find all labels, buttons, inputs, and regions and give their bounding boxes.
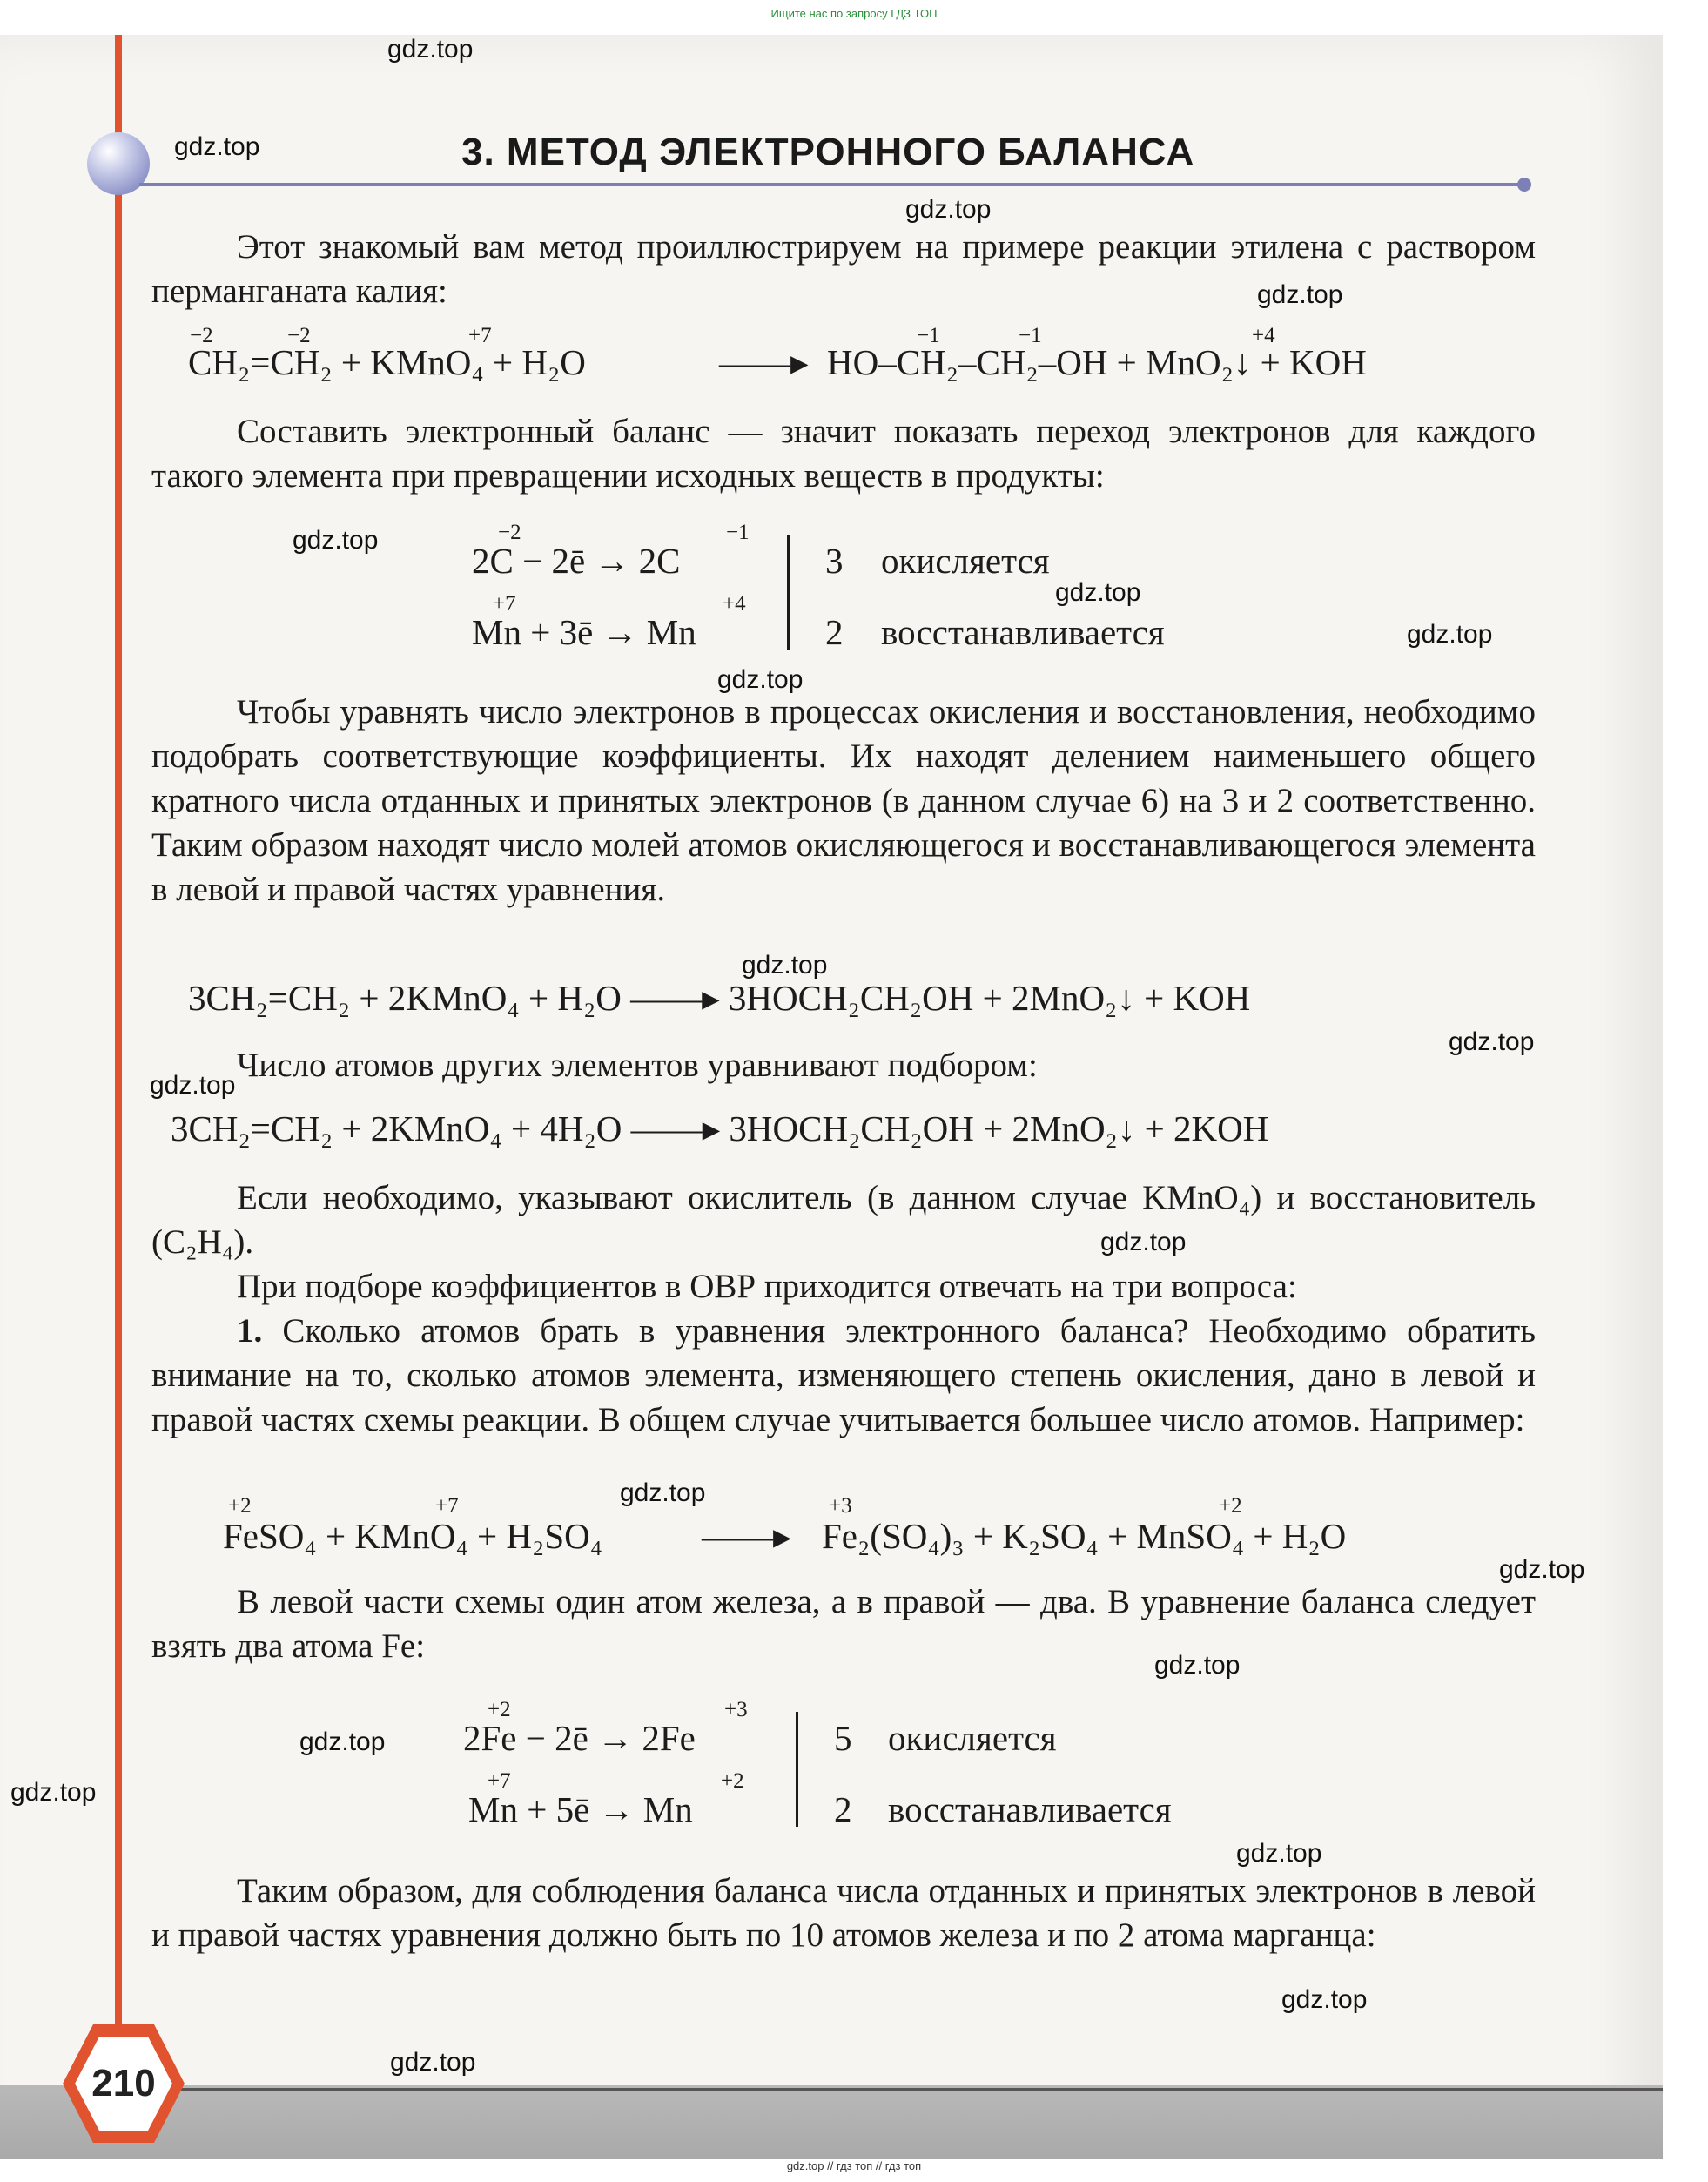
equation-3: 3CH₂=CH₂ + 2KMnO₄ + 4H₂O ——▸ 3HOCH₂CH₂OH + 2MnO₂↓ + 2KOH <box>171 1108 1269 1148</box>
ox-state: +2 <box>721 1769 744 1793</box>
watermark: gdz.top <box>1499 1555 1585 1584</box>
ox-state: −1 <box>726 521 750 544</box>
watermark: gdz.top <box>390 2048 476 2077</box>
ox-state: +2 <box>228 1494 252 1518</box>
balance-1-reduction: Mn + 3ē → Mn <box>472 612 696 652</box>
balance-1-divider <box>787 535 790 650</box>
section-title: 3. МЕТОД ЭЛЕКТРОННОГО БАЛАНСА <box>461 131 1195 173</box>
paragraph-coefficients: Чтобы уравнять число электронов в процессах окисления и восстановления, необходимо подобрать соответствующие коэффициенты. Их находят делением наименьшего общего кратного числа отданных и принятых электронов (в данном случае 6) на 3 и 2 соответственно. Таким образом находят число молей атомов окисляющегося и восстанавливающегося элемента в левой и правой частях уравнения. <box>151 693 1536 908</box>
watermark: gdz.top <box>1407 620 1493 649</box>
watermark: gdz.top <box>742 951 828 980</box>
paragraph-question-1 <box>151 1309 1536 1442</box>
watermark: gdz.top <box>10 1778 97 1807</box>
ox-state: +3 <box>724 1698 748 1721</box>
footer-rule <box>174 2088 1663 2091</box>
watermark: gdz.top <box>1154 1651 1241 1680</box>
watermark: gdz.top <box>1281 1985 1368 2014</box>
balance-2-coef: 2 <box>834 1789 852 1829</box>
watermark: gdz.top <box>1257 280 1343 309</box>
paragraph-oxidant: Если необходимо, указывают окислитель (в данном случае KMnO₄) и восстановитель (C₂H₄). <box>151 1179 1536 1261</box>
balance-2-divider <box>796 1712 798 1827</box>
equation-4-left: FeSO₄ + KMnO₄ + H₂SO₄ <box>223 1516 603 1556</box>
ox-state: +2 <box>1219 1494 1242 1518</box>
balance-2-label: окисляется <box>888 1718 1057 1758</box>
ox-state: +4 <box>723 592 746 616</box>
watermark: gdz.top <box>1449 1027 1535 1056</box>
equation-1-arrow: ——▸ <box>719 342 809 382</box>
balance-1-label: окисляется <box>881 541 1050 581</box>
watermark: gdz.top <box>299 1727 386 1756</box>
watermark: gdz.top <box>1055 578 1141 607</box>
watermark: gdz.top <box>387 35 474 64</box>
watermark: gdz.top <box>717 665 804 694</box>
ox-state: −1 <box>917 324 940 347</box>
ox-state: +4 <box>1252 324 1275 347</box>
balance-2-label: восстанавливается <box>888 1789 1172 1829</box>
ox-state: −2 <box>287 324 311 347</box>
watermark: gdz.top <box>620 1478 706 1507</box>
footer-text: gdz.top // гдз топ // гдз топ <box>786 2159 922 2172</box>
search-banner: Ищите нас по запросу ГДЗ ТОП <box>770 7 938 20</box>
margin-line <box>115 35 122 2064</box>
balance-1-coef: 3 <box>825 541 844 581</box>
ox-state: −1 <box>1019 324 1042 347</box>
balance-2-reduction: Mn + 5ē → Mn <box>468 1789 693 1829</box>
paragraph-other-elements: Число атомов других элементов уравнивают подбором: <box>237 1047 1038 1084</box>
ox-state: +7 <box>488 1769 511 1793</box>
title-dot-icon <box>1517 178 1531 192</box>
watermark: gdz.top <box>1100 1228 1187 1256</box>
equation-4-arrow: ——▸ <box>702 1516 791 1556</box>
ox-state: +7 <box>435 1494 459 1518</box>
watermark: gdz.top <box>293 526 379 555</box>
ox-state: +7 <box>493 592 516 616</box>
ox-state: −2 <box>498 521 521 544</box>
watermark: gdz.top <box>1236 1839 1322 1868</box>
equation-2: 3CH₂=CH₂ + 2KMnO₄ + H₂O ——▸ 3HOCH₂CH₂OH + 2MnO₂↓ + KOH <box>188 978 1251 1018</box>
balance-1-label: восстанавливается <box>881 612 1165 652</box>
ox-state: +2 <box>488 1698 511 1721</box>
title-rule <box>139 183 1523 186</box>
equation-1-right: HO–CH₂–CH₂–OH + MnO₂↓ + KOH <box>827 342 1367 382</box>
paragraph-conclusion: Таким образом, для соблюдения баланса числа отданных и принятых электронов в левой и правой частях уравнения должно быть по 10 атомов железа и по 2 атома марганца: <box>151 1872 1536 1954</box>
paragraph-intro: Этот знакомый вам метод проиллюстрируем на примере реакции этилена с раствором перманганата калия: <box>151 228 1536 310</box>
paragraph-balance-def: Составить электронный баланс — значит показать переход электронов для каждого такого элемента при превращении исходных веществ в продукты: <box>151 413 1536 495</box>
ox-state: −2 <box>190 324 213 347</box>
footer-band <box>0 2085 1663 2159</box>
balance-1-coef: 2 <box>825 612 844 652</box>
watermark: gdz.top <box>150 1071 236 1100</box>
question-text: Сколько атомов брать в уравнения электронного баланса? Необходимо обратить внимание на то, сколько атомов элемента, изменяющего степень окисления, дано в левой и правой частях схемы реакции. В общем случае учитывается большее число атомов. Например: <box>151 1312 1536 1438</box>
ox-state: +7 <box>468 324 492 347</box>
ox-state: +3 <box>829 1494 852 1518</box>
paragraph-iron: В левой части схемы один атом железа, а в правой — два. В уравнение баланса следует взять два атома Fe: <box>151 1583 1536 1665</box>
question-number: 1. <box>237 1312 263 1350</box>
watermark: gdz.top <box>905 195 992 224</box>
balance-2-coef: 5 <box>834 1718 852 1758</box>
equation-4-right: Fe₂(SO₄)₃ + K₂SO₄ + MnSO₄ + H₂O <box>822 1516 1347 1556</box>
paragraph-three-questions: При подборе коэффициентов в ОВР приходится отвечать на три вопроса: <box>237 1268 1297 1305</box>
watermark: gdz.top <box>174 132 260 161</box>
equation-1-left: CH₂=CH₂ + KMnO₄ + H₂O <box>188 342 586 382</box>
balance-2-oxidation: 2Fe − 2ē → 2Fe <box>463 1718 696 1758</box>
balance-1-oxidation: 2C − 2ē → 2C <box>472 541 681 581</box>
page-number: 210 <box>91 2062 156 2105</box>
